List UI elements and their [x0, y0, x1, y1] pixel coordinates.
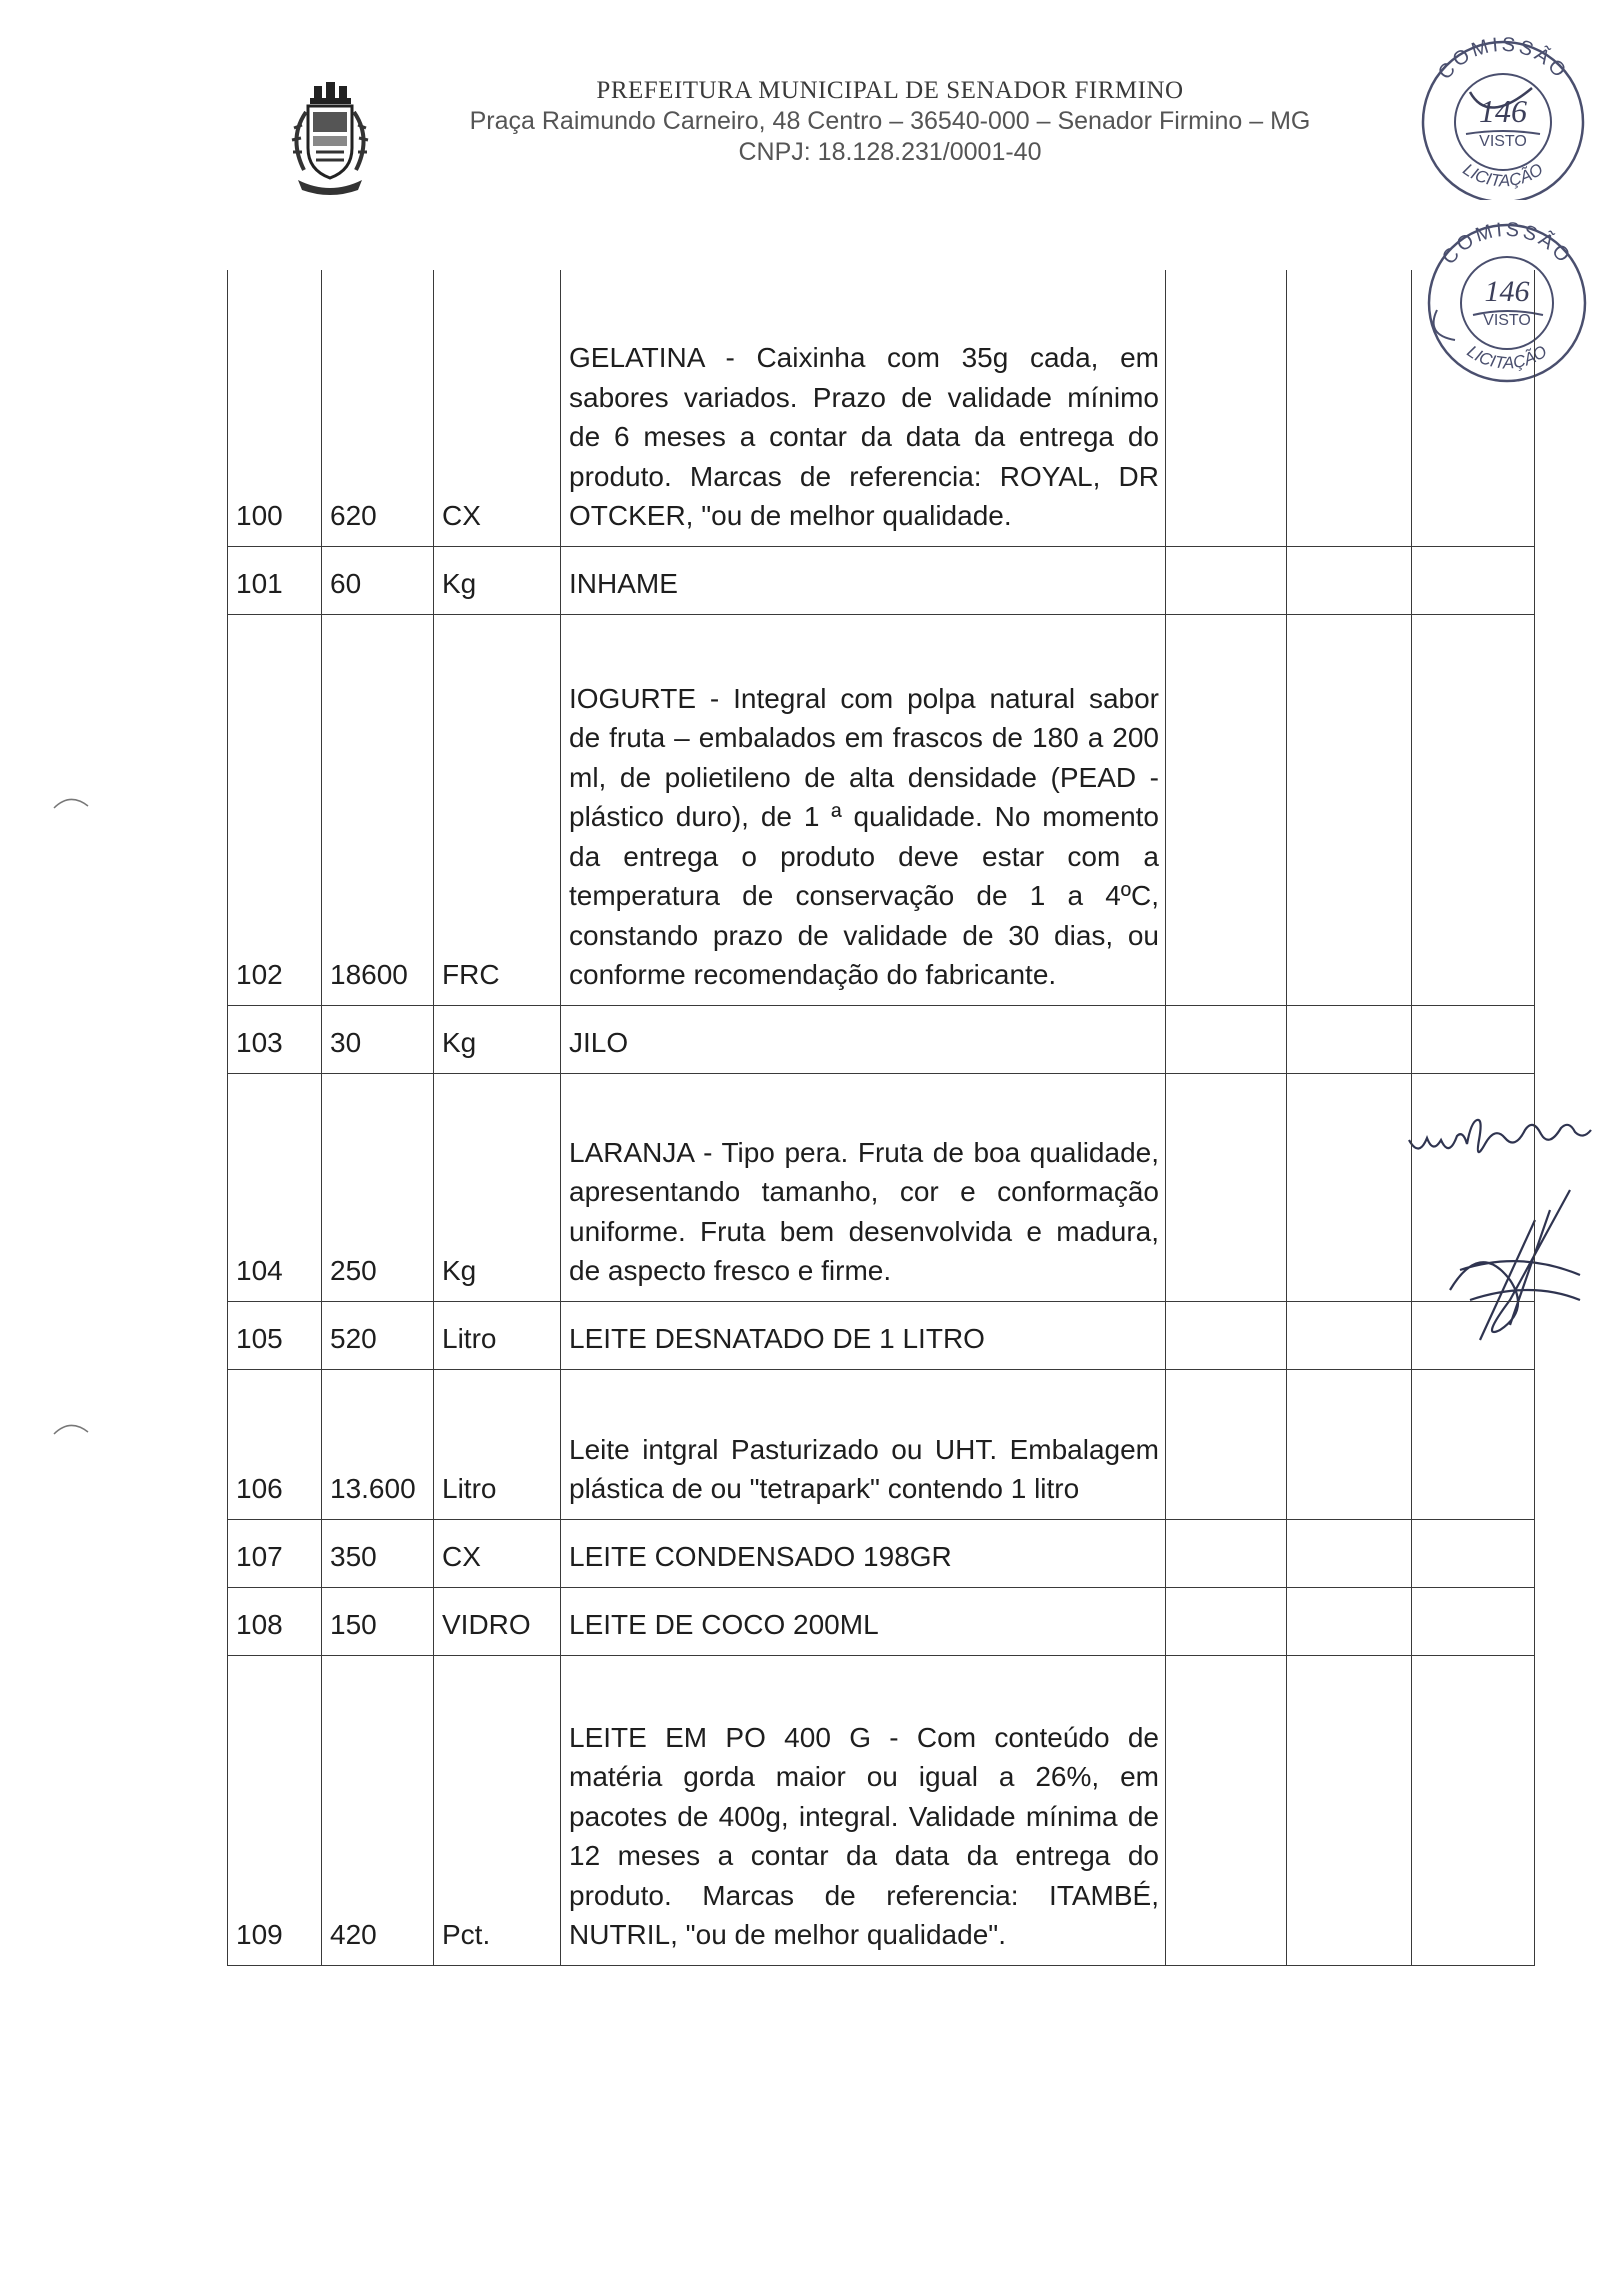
item-quantity: 60 [322, 546, 434, 614]
municipal-crest-icon [280, 78, 380, 196]
margin-mark [52, 1418, 92, 1438]
table-row [228, 1587, 1535, 1655]
item-unit: Pct. [434, 1655, 561, 1965]
commission-stamp-top [1408, 30, 1598, 200]
item-description: INHAME [561, 546, 1166, 614]
table-row [228, 614, 1535, 1005]
empty-cell [1412, 1587, 1535, 1655]
table-row [228, 1073, 1535, 1301]
empty-cell [1287, 1519, 1412, 1587]
item-unit: Litro [434, 1301, 561, 1369]
item-number: 104 [228, 1073, 322, 1301]
item-number: 102 [228, 614, 322, 1005]
empty-cell [1412, 1005, 1535, 1073]
table-row [228, 1005, 1535, 1073]
svg-text:COMISSÃO: COMISSÃO [1437, 218, 1577, 269]
table-row [228, 546, 1535, 614]
empty-cell [1412, 1073, 1535, 1301]
item-number: 105 [228, 1301, 322, 1369]
municipality-title: PREFEITURA MUNICIPAL DE SENADOR FIRMINO [596, 77, 1184, 104]
item-quantity: 520 [322, 1301, 434, 1369]
item-unit: FRC [434, 614, 561, 1005]
item-description: LEITE DESNATADO DE 1 LITRO [561, 1301, 1166, 1369]
empty-cell [1287, 1369, 1412, 1519]
svg-text:COMISSÃO: COMISSÃO [1433, 33, 1573, 84]
empty-cell [1412, 1369, 1535, 1519]
item-description: LEITE DE COCO 200ML [561, 1587, 1166, 1655]
svg-text:LICITAÇÃO: LICITAÇÃO [1463, 341, 1551, 373]
item-unit: Kg [434, 1073, 561, 1301]
empty-cell [1287, 1005, 1412, 1073]
items-table [227, 270, 1535, 1966]
empty-cell [1166, 1587, 1287, 1655]
empty-cell [1166, 270, 1287, 546]
item-unit: Kg [434, 546, 561, 614]
empty-cell [1166, 614, 1287, 1005]
table-row [228, 1369, 1535, 1519]
empty-cell [1166, 1073, 1287, 1301]
item-description: LEITE CONDENSADO 198GR [561, 1519, 1166, 1587]
item-number: 103 [228, 1005, 322, 1073]
item-unit: VIDRO [434, 1587, 561, 1655]
empty-cell [1412, 1301, 1535, 1369]
item-description: JILO [561, 1005, 1166, 1073]
item-number: 108 [228, 1587, 322, 1655]
svg-text:146: 146 [1484, 275, 1530, 308]
item-quantity: 620 [322, 270, 434, 546]
empty-cell [1287, 1301, 1412, 1369]
empty-cell [1287, 1587, 1412, 1655]
svg-text:VISTO: VISTO [1479, 133, 1527, 150]
item-description: LARANJA - Tipo pera. Fruta de boa qualidade, apresentando tamanho, cor e conformação uniforme. Fruta bem desenvolvida e madura, de aspecto fresco e firme. [561, 1073, 1166, 1301]
empty-cell [1412, 546, 1535, 614]
item-unit: Kg [434, 1005, 561, 1073]
empty-cell [1166, 1005, 1287, 1073]
table-row [228, 1301, 1535, 1369]
margin-mark [52, 792, 92, 812]
item-number: 101 [228, 546, 322, 614]
item-quantity: 18600 [322, 614, 434, 1005]
empty-cell [1166, 1519, 1287, 1587]
item-unit: Litro [434, 1369, 561, 1519]
item-number: 100 [228, 270, 322, 546]
empty-cell [1287, 270, 1412, 546]
empty-cell [1166, 1655, 1287, 1965]
item-quantity: 350 [322, 1519, 434, 1587]
empty-cell [1412, 1655, 1535, 1965]
svg-text:146: 146 [1479, 93, 1527, 129]
empty-cell [1412, 270, 1535, 546]
empty-cell [1287, 1655, 1412, 1965]
table-row [228, 1519, 1535, 1587]
item-unit: CX [434, 1519, 561, 1587]
municipality-cnpj: CNPJ: 18.128.231/0001-40 [738, 138, 1042, 166]
empty-cell [1412, 614, 1535, 1005]
item-quantity: 250 [322, 1073, 434, 1301]
svg-text:LICITAÇÃO: LICITAÇÃO [1459, 159, 1547, 191]
empty-cell [1166, 1369, 1287, 1519]
item-number: 107 [228, 1519, 322, 1587]
item-quantity: 13.600 [322, 1369, 434, 1519]
svg-text:VISTO: VISTO [1483, 312, 1531, 329]
empty-cell [1166, 546, 1287, 614]
item-description: Leite intgral Pasturizado ou UHT. Embalagem plástica de ou "tetrapark" contendo 1 litro [561, 1369, 1166, 1519]
item-description: IOGURTE - Integral com polpa natural sabor de fruta – embalados em frascos de 180 a 200 ml, de polietileno de alta densidade (PEAD - plástico duro), de 1 ª qualidade. No momento da entrega o produto deve estar com a temperatura de conservação de 1 a 4ºC, constando prazo de validade de 30 dias, ou conforme recomendação do fabricante. [561, 614, 1166, 1005]
item-unit: CX [434, 270, 561, 546]
item-quantity: 150 [322, 1587, 434, 1655]
empty-cell [1166, 1301, 1287, 1369]
item-description: GELATINA - Caixinha com 35g cada, em sabores variados. Prazo de validade mínimo de 6 meses a contar da data da entrega do produto. Marcas de referencia: ROYAL, DR OTCKER, "ou de melhor qualidade. [561, 270, 1166, 546]
item-number: 109 [228, 1655, 322, 1965]
empty-cell [1412, 1519, 1535, 1587]
table-row [228, 1655, 1535, 1965]
empty-cell [1287, 1073, 1412, 1301]
item-quantity: 420 [322, 1655, 434, 1965]
table-row [228, 270, 1535, 546]
empty-cell [1287, 614, 1412, 1005]
item-quantity: 30 [322, 1005, 434, 1073]
letterhead [390, 76, 1390, 168]
empty-cell [1287, 546, 1412, 614]
item-description: LEITE EM PO 400 G - Com conteúdo de matéria gorda maior ou igual a 26%, em pacotes de 400g, integral. Validade mínima de 12 meses a contar da data da entrega do produto. Marcas de referencia: ITAMBÉ, NUTRIL, "ou de melhor qualidade". [561, 1655, 1166, 1965]
item-number: 106 [228, 1369, 322, 1519]
municipality-address: Praça Raimundo Carneiro, 48 Centro – 36540-000 – Senador Firmino – MG [469, 107, 1311, 135]
